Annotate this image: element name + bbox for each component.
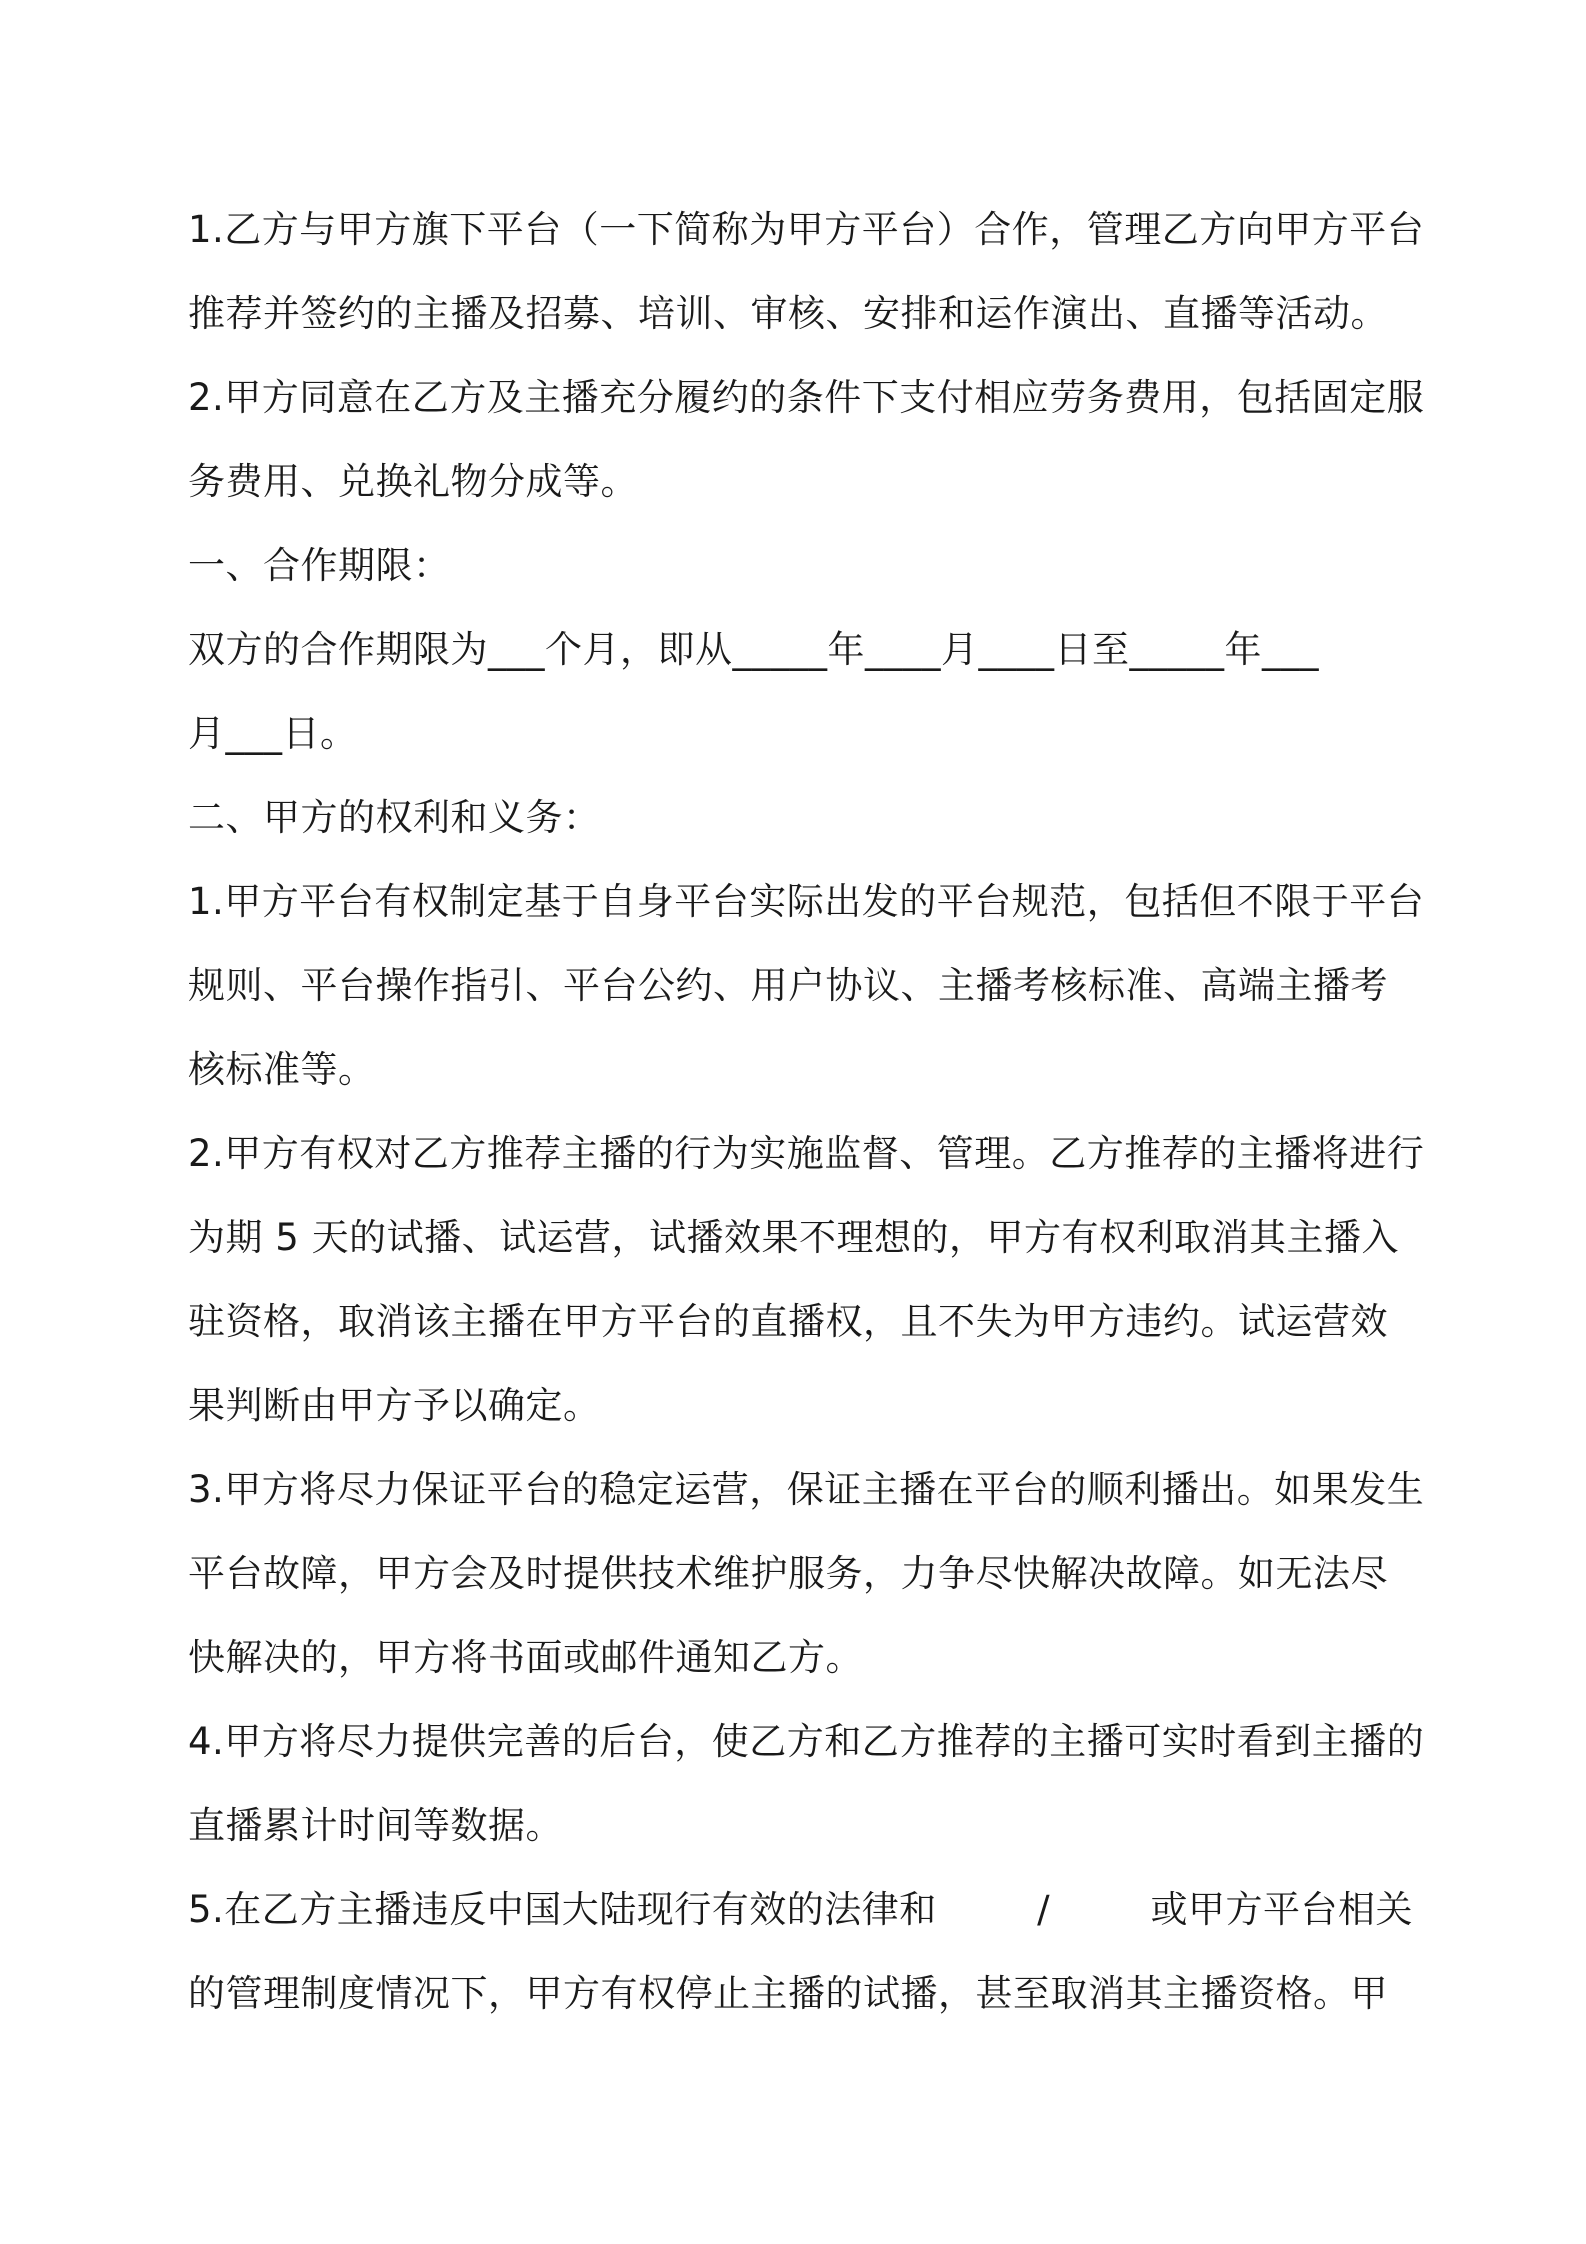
text-line: 果判断由甲方予以确定。	[188, 1384, 601, 1427]
text-line-justified	[188, 1868, 1413, 1952]
document-body	[188, 188, 1425, 2036]
text-line: 1.甲方平台有权制定基于自身平台实际出发的平台规范，包括但不限于平台	[188, 880, 1425, 923]
text-line: 直播累计时间等数据。	[188, 1804, 563, 1847]
text-line: 规则、平台操作指引、平台公约、用户协议、主播考核标准、高端主播考	[188, 964, 1388, 1007]
text-line: 4.甲方将尽力提供完善的后台，使乙方和乙方推荐的主播可实时看到主播的	[188, 1720, 1425, 1763]
text-line: 务费用、兑换礼物分成等。	[188, 460, 638, 503]
text-segment: /	[1037, 1888, 1051, 1931]
text-line: 快解决的，甲方将书面或邮件通知乙方。	[188, 1636, 863, 1679]
text-segment: 或甲方平台相关	[1150, 1888, 1413, 1931]
text-line: 平台故障，甲方会及时提供技术维护服务，力争尽快解决故障。如无法尽	[188, 1552, 1388, 1595]
text-line: 2.甲方有权对乙方推荐主播的行为实施监督、管理。乙方推荐的主播将进行	[188, 1132, 1425, 1175]
text-line: 核标准等。	[188, 1048, 376, 1091]
text-line: 的管理制度情况下，甲方有权停止主播的试播，甚至取消其主播资格。甲	[188, 1972, 1388, 2015]
text-line: 2.甲方同意在乙方及主播充分履约的条件下支付相应劳务费用，包括固定服	[188, 376, 1425, 419]
text-line: 3.甲方将尽力保证平台的稳定运营，保证主播在平台的顺利播出。如果发生	[188, 1468, 1425, 1511]
text-segment: 5.在乙方主播违反中国大陆现行有效的法律和	[188, 1888, 937, 1931]
text-line: 双方的合作期限为___个月，即从_____年____月____日至_____年___	[188, 628, 1319, 671]
text-line: 月___日。	[188, 712, 358, 755]
section-heading: 二、甲方的权利和义务：	[188, 796, 601, 839]
text-line: 1.乙方与甲方旗下平台（一下简称为甲方平台）合作，管理乙方向甲方平台	[188, 208, 1425, 251]
text-line: 推荐并签约的主播及招募、培训、审核、安排和运作演出、直播等活动。	[188, 292, 1388, 335]
text-line: 为期 5 天的试播、试运营，试播效果不理想的，甲方有权利取消其主播入	[188, 1216, 1400, 1259]
text-line: 驻资格，取消该主播在甲方平台的直播权，且不失为甲方违约。试运营效	[188, 1300, 1388, 1343]
section-heading: 一、合作期限：	[188, 544, 451, 587]
